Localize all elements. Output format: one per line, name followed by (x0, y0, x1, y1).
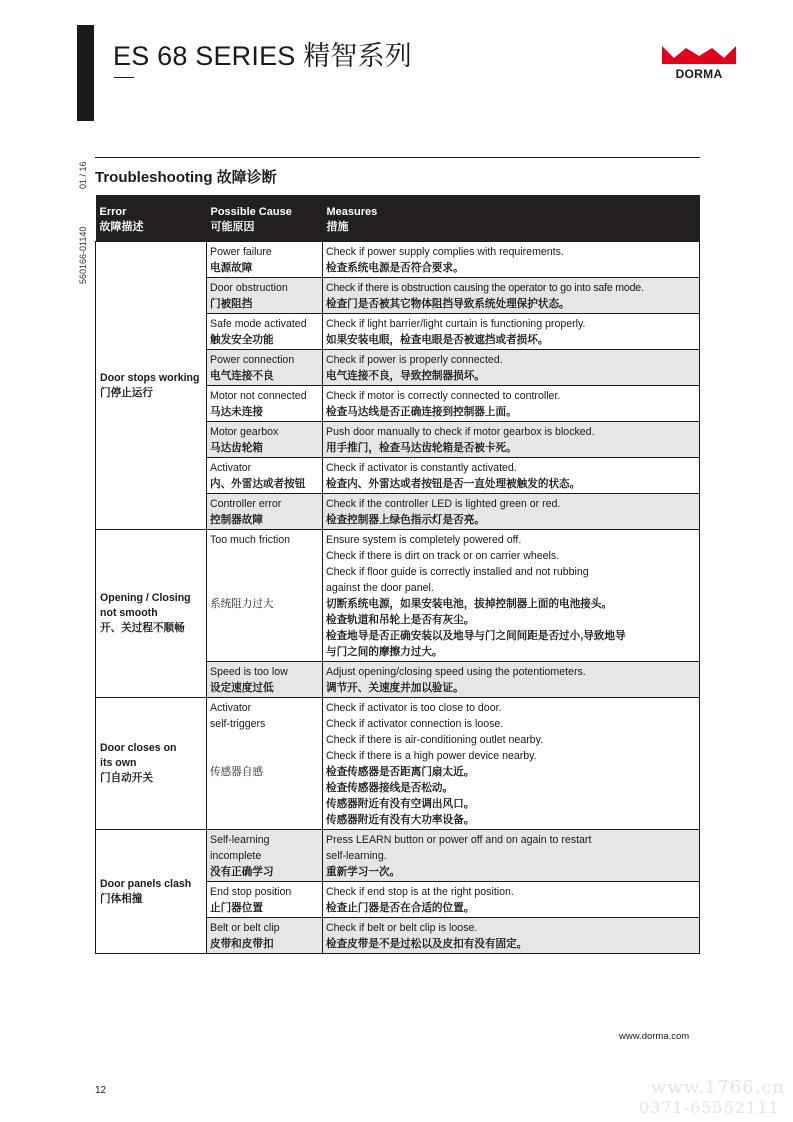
header-cause-zh: 可能原因 (210, 221, 255, 233)
header-measures-zh: 措施 (326, 221, 349, 233)
measure-cell: Check if activator is too close to door. Check if activator connection is loose. Check if there is air-conditioning outlet nearby. Check if there is a high power device nearby. 检查传感器是否距离门扇太近。 检查传感器接线是否松动。 传感器附近有没有空调出风口。 传感器附近有没有大功率设备。 (323, 698, 700, 830)
column-header-measures (323, 195, 700, 242)
column-header-cause (207, 195, 323, 242)
footer-url: www.dorma.com (619, 1031, 690, 1042)
cause-cell: Too much friction 系统阻力过大 (207, 530, 323, 662)
cause-cell: Speed is too low 设定速度过低 (207, 662, 323, 698)
measure-cell: Check if end stop is at the right position. 检查止门器是否在合适的位置。 (323, 882, 700, 918)
cause-cell: Power failure 电源故障 (207, 242, 323, 278)
measure-cell: Check if belt or belt clip is loose. 检查皮带是不是过松以及皮扣有没有固定。 (323, 918, 700, 954)
measure-cell: Push door manually to check if motor gearbox is blocked. 用手推门，检查马达齿轮箱是否被卡死。 (323, 422, 700, 458)
cause-cell: Belt or belt clip 皮带和皮带扣 (207, 918, 323, 954)
column-header-error (96, 195, 207, 242)
measure-cell: Check if power is properly connected. 电气连接不良，导致控制器损坏。 (323, 350, 700, 386)
table-row (96, 530, 700, 662)
table-row (96, 698, 700, 830)
cause-cell: Controller error 控制器故障 (207, 494, 323, 530)
cause-cell: Self-learning incomplete 没有正确学习 (207, 830, 323, 882)
header-error-zh: 故障描述 (99, 221, 144, 233)
cause-cell: Door obstruction 门被阻挡 (207, 278, 323, 314)
error-cell: Door panels clash 门体相撞 (96, 830, 207, 954)
table-row (96, 242, 700, 278)
troubleshooting-table (95, 195, 700, 954)
header-error-en: Error (99, 206, 127, 218)
page-number: 12 (95, 1085, 107, 1096)
measure-cell: Check if motor is correctly connected to controller. 检查马达线是否正确连接到控制器上面。 (323, 386, 700, 422)
cause-cell: Safe mode activated 触发安全功能 (207, 314, 323, 350)
side-doc-code: 560166-01140 (78, 226, 88, 284)
measure-cell: Check if there is obstruction causing the operator to go into safe mode. 检查门是否被其它物体阻挡导致系统处理保护状态。 (323, 278, 700, 314)
side-date: 01 / 16 (78, 161, 88, 189)
measure-cell: Ensure system is completely powered off. Check if there is dirt on track or on carrier wheels. Check if floor guide is correctly installed and not rubbing against the door panel. 切断系统电源，如果安装电池，拔掉控制器上面的电池接头。 检查轨道和吊轮上是否有灰尘。 检查地导是否正确安装以及地导与门之间间距是否过小,导致地导 与门之间的摩擦力过大。 (323, 530, 700, 662)
logo-wordmark: DORMA (675, 67, 723, 81)
section-heading: Troubleshooting 故障诊断 (95, 169, 277, 186)
measure-cell: Adjust opening/closing speed using the potentiometers. 调节开、关速度并加以验证。 (323, 662, 700, 698)
table-header-row (96, 195, 700, 242)
watermark-site: www.1766.cn (651, 1077, 786, 1098)
error-cell: Opening / Closing not smooth 开、关过程不顺畅 (96, 530, 207, 698)
dorma-crown-icon (660, 44, 738, 68)
header-cause-en: Possible Cause (210, 206, 292, 218)
measure-cell: Press LEARN button or power off and on again to restart self-learning. 重新学习一次。 (323, 830, 700, 882)
measure-cell: Check if power supply complies with requirements. 检查系统电源是否符合要求。 (323, 242, 700, 278)
watermark-phone: 0371-65552111 (639, 1098, 780, 1117)
title-underline (114, 77, 134, 78)
document-title: ES 68 SERIES 精智系列 (113, 41, 412, 71)
dorma-logo (660, 44, 738, 84)
measure-cell: Check if the controller LED is lighted green or red. 检查控制器上绿色指示灯是否亮。 (323, 494, 700, 530)
measure-cell: Check if light barrier/light curtain is functioning properly. 如果安装电眼，检查电眼是否被遮挡或者损坏。 (323, 314, 700, 350)
table-row (96, 830, 700, 882)
header-black-bar (77, 25, 94, 121)
cause-cell: Power connection 电气连接不良 (207, 350, 323, 386)
error-cell: Door stops working 门停止运行 (96, 242, 207, 530)
cause-cell: Motor not connected 马达未连接 (207, 386, 323, 422)
cause-cell: Activator self-triggers 传感器自感 (207, 698, 323, 830)
header-measures-en: Measures (326, 206, 378, 218)
measure-cell: Check if activator is constantly activated. 检查内、外雷达或者按钮是否一直处理被触发的状态。 (323, 458, 700, 494)
cause-cell: Motor gearbox 马达齿轮箱 (207, 422, 323, 458)
cause-cell: End stop position 止门器位置 (207, 882, 323, 918)
section-rule (95, 157, 700, 158)
cause-cell: Activator 内、外雷达或者按钮 (207, 458, 323, 494)
error-cell: Door closes on its own 门自动开关 (96, 698, 207, 830)
